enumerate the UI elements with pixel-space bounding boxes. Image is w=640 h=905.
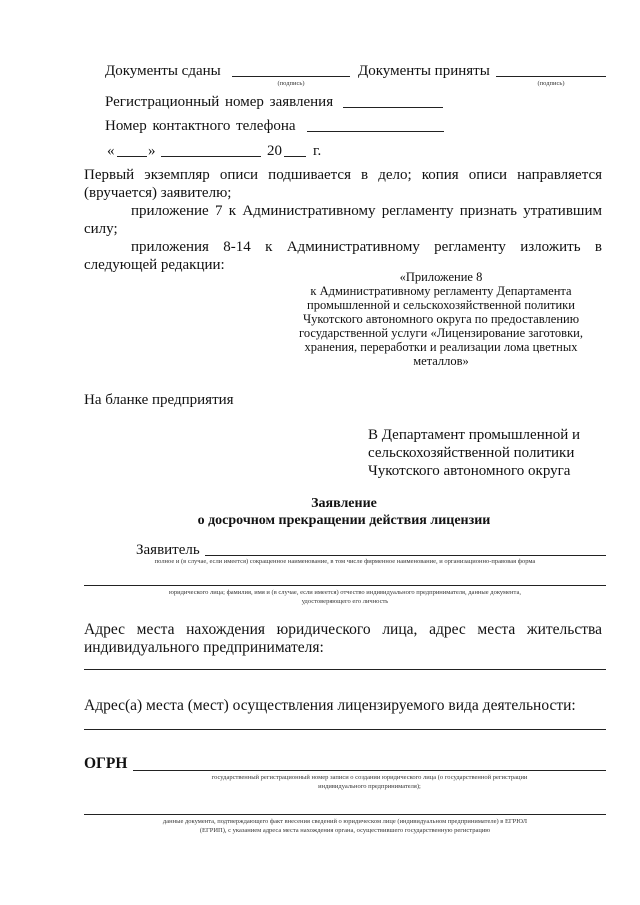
address-label-line2: индивидуального предпринимателя: — [84, 639, 324, 656]
appendix-line: государственной услуги «Лицензирование заготовки, — [299, 326, 583, 340]
ogrn-hint-1: государственный регистрационный номер записи о создании юридического лица (о государственной регистрации — [211, 774, 528, 781]
appendix-line: Чукотского автономного округа по предоставлению — [302, 312, 580, 326]
docs-submitted-label: Документы сданы — [105, 63, 221, 79]
signature-hint-right: (подпись) — [537, 80, 565, 87]
addressee-line: Чукотского автономного округа — [368, 463, 571, 479]
date-close-quote: » — [148, 143, 156, 159]
egr-document-field[interactable] — [84, 814, 606, 815]
para1-line2: (вручается) заявителю; — [84, 185, 232, 201]
egr-hint-1: данные документа, подтверждающего факт внесения сведений о юридическом лице (индивидуальном предпринимателе) в ЕГРЮЛ — [162, 818, 528, 825]
applicant-hint-2a: юридического лица; фамилия, имя и (в случае, если имеется) отчество индивидуального предпринимателя, данные документа, — [169, 589, 521, 596]
applicant-field-2[interactable] — [84, 585, 606, 586]
document-title — [84, 496, 604, 529]
date-day-field[interactable] — [117, 156, 147, 157]
addressee-line: В Департамент промышленной и — [368, 427, 581, 443]
date-open-quote: « — [107, 143, 115, 159]
letterhead-note: На бланке предприятия — [84, 392, 234, 408]
appendix-line: металлов» — [413, 354, 469, 368]
para2-line2: силу; — [84, 221, 118, 237]
activity-address-label: Адрес(а) места (мест) осуществления лицензируемого вида деятельности: — [84, 697, 576, 714]
appendix-line: промышленной и сельскохозяйственной политики — [307, 298, 575, 312]
date-year-field[interactable] — [284, 156, 306, 157]
address-label-line1: Адрес места нахождения юридического лица, адрес места жительства — [84, 621, 602, 638]
phone-field[interactable] — [307, 131, 444, 132]
para3-line2: следующей редакции: — [84, 257, 225, 273]
appendix-header — [276, 270, 606, 368]
reg-number-label: Регистрационный номер заявления — [105, 94, 334, 110]
title-line1: Заявление — [311, 496, 377, 511]
date-year-suffix: г. — [313, 143, 322, 159]
date-year-prefix: 20 — [267, 143, 282, 159]
para2-line1: приложение 7 к Административному регламенту признать утратившим — [131, 203, 602, 219]
egr-hint-2: (ЕГРИП), с указанием адреса места нахождения органа, осуществившего государственную регистрацию — [199, 827, 491, 834]
signature-hint-left: (подпись) — [277, 80, 305, 87]
applicant-hint-1: полное и (в случае, если имеется) сокращенное наименование, в том числе фирменное наименование, и организационно-правовая форма — [154, 558, 536, 565]
appendix-line: хранения, переработки и реализации лома цветных — [304, 340, 578, 354]
para1-line1: Первый экземпляр описи подшивается в дело; копия описи направляется — [84, 167, 602, 183]
docs-submitted-signature-line[interactable] — [232, 76, 350, 77]
ogrn-label: ОГРН — [84, 755, 128, 772]
addressee-line: сельскохозяйственной политики — [368, 445, 575, 461]
ogrn-field[interactable] — [133, 770, 606, 771]
phone-label: Номер контактного телефона — [105, 118, 296, 134]
date-month-field[interactable] — [161, 156, 261, 157]
reg-number-field[interactable] — [343, 107, 443, 108]
docs-accepted-signature-line[interactable] — [496, 76, 606, 77]
applicant-field[interactable] — [205, 555, 606, 556]
title-line2: о досрочном прекращении действия лицензии — [197, 513, 491, 528]
appendix-line: «Приложение 8 — [399, 270, 483, 284]
appendix-line: к Административному регламенту Департамента — [310, 284, 572, 298]
para3-line1: приложения 8-14 к Административному регламенту изложить в — [131, 239, 602, 255]
addressee-block — [368, 426, 580, 480]
applicant-label: Заявитель — [136, 542, 200, 558]
docs-accepted-label: Документы приняты — [358, 63, 490, 79]
applicant-hint-2b: удостоверяющего его личность — [301, 598, 389, 605]
address-field[interactable] — [84, 669, 606, 670]
ogrn-hint-2: индивидуального предпринимателя); — [318, 783, 421, 790]
activity-address-field[interactable] — [84, 729, 606, 730]
